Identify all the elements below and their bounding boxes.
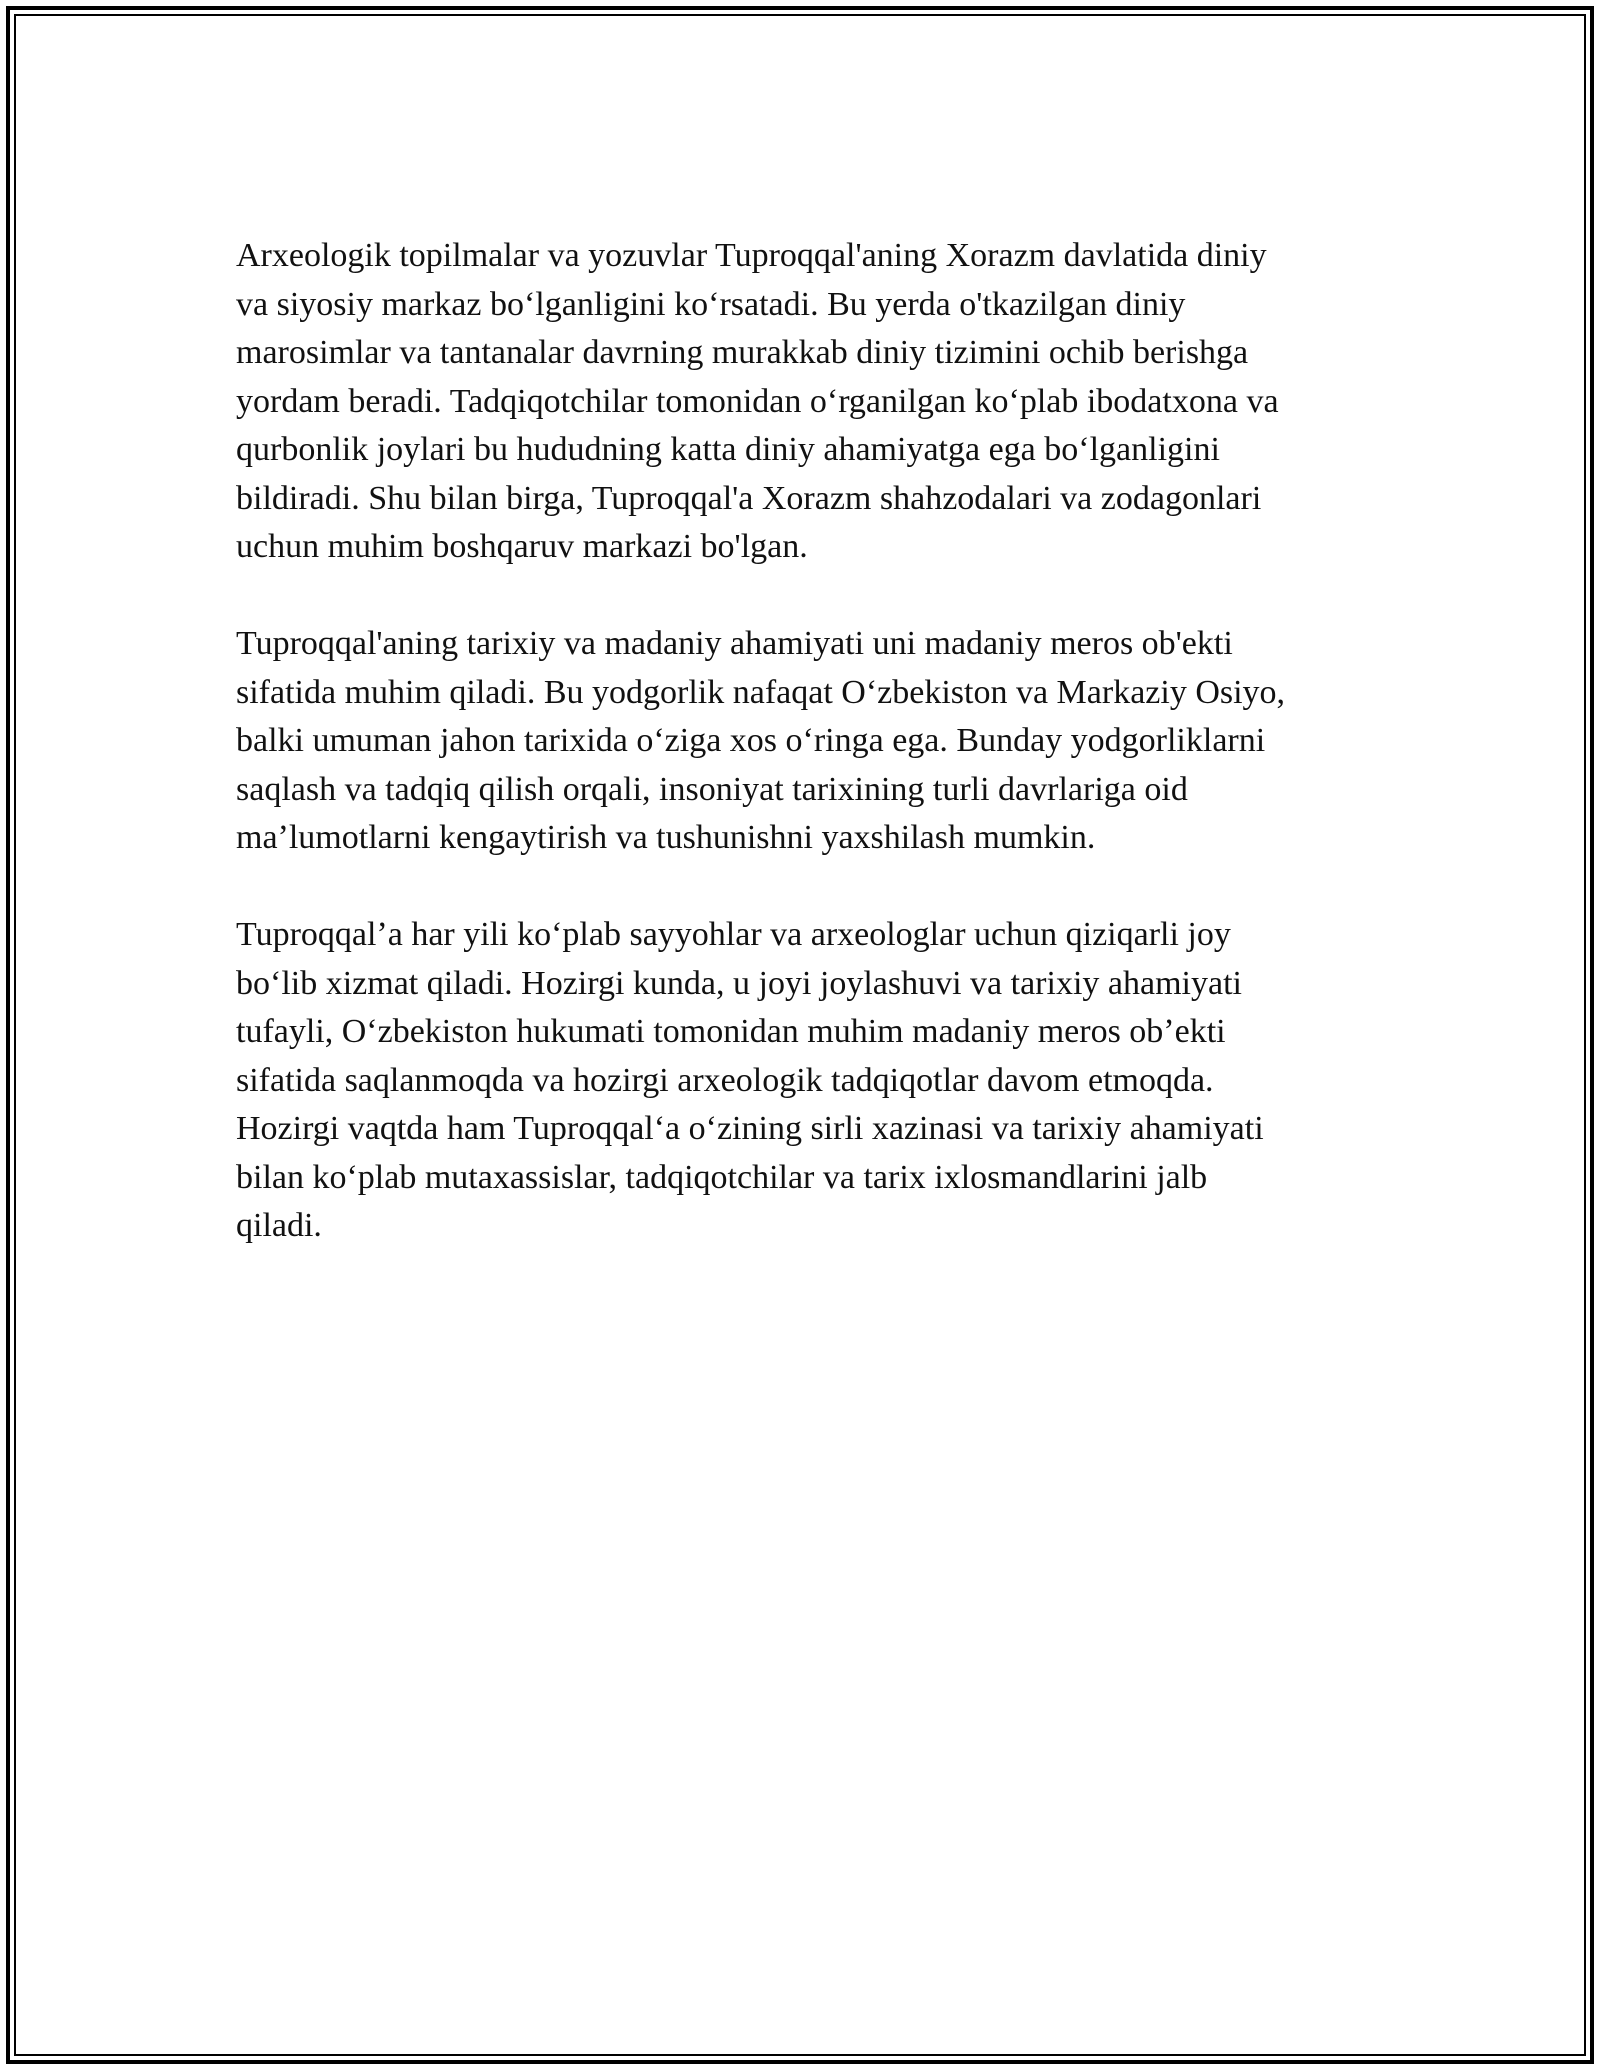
paragraph-3: Tuproqqalʼa har yili koʻplab sayyohlar va arxeologlar uchun qiziqarli joy boʻlib xizmat qiladi. Hozirgi kunda, u joyi joylashuvi va tarixiy ahamiyati tufayli, Oʻzbekiston hukumati tomonidan muhim madaniy meros obʼekti sifatida saqlanmoqda va hozirgi arxeologik tadqiqotlar davom etmoqda. Hozirgi vaqtda ham Tuproqqalʻa oʻzining sirli xazinasi va tarixiy ahamiyati bilan koʻplab mutaxassislar, tadqiqotchilar va tarix ixlosmandlarini jalb qiladi. bbox=[236, 916, 1264, 1244]
paragraph-1: Arxeologik topilmalar va yozuvlar Tuproqqal'aning Xorazm davlatida diniy va siyosiy markaz boʻlganligini koʻrsatadi. Bu yerda o'tkazilgan diniy marosimlar va tantanalar davrning murakkab diniy tizimini ochib berishga yordam beradi. Tadqiqotchilar tomonidan oʻrganilgan koʻplab ibodatxona va qurbonlik joylari bu hududning katta diniy ahamiyatga ega boʻlganligini bildiradi. Shu bilan birga, Tuproqqal'a Xorazm shahzodalari va zodagonlari uchun muhim boshqaruv markazi bo'lgan. bbox=[236, 237, 1279, 565]
document-body bbox=[236, 232, 1386, 1299]
paragraph-2: Tuproqqal'aning tarixiy va madaniy ahamiyati uni madaniy meros ob'ekti sifatida muhim qiladi. Bu yodgorlik nafaqat Oʻzbekiston va Markaziy Osiyo, balki umuman jahon tarixida oʻziga xos oʻringa ega. Bunday yodgorliklarni saqlash va tadqiq qilish orqali, insoniyat tarixining turli davrlariga oid maʼlumotlarni kengaytirish va tushunishni yaxshilash mumkin. bbox=[236, 625, 1286, 856]
